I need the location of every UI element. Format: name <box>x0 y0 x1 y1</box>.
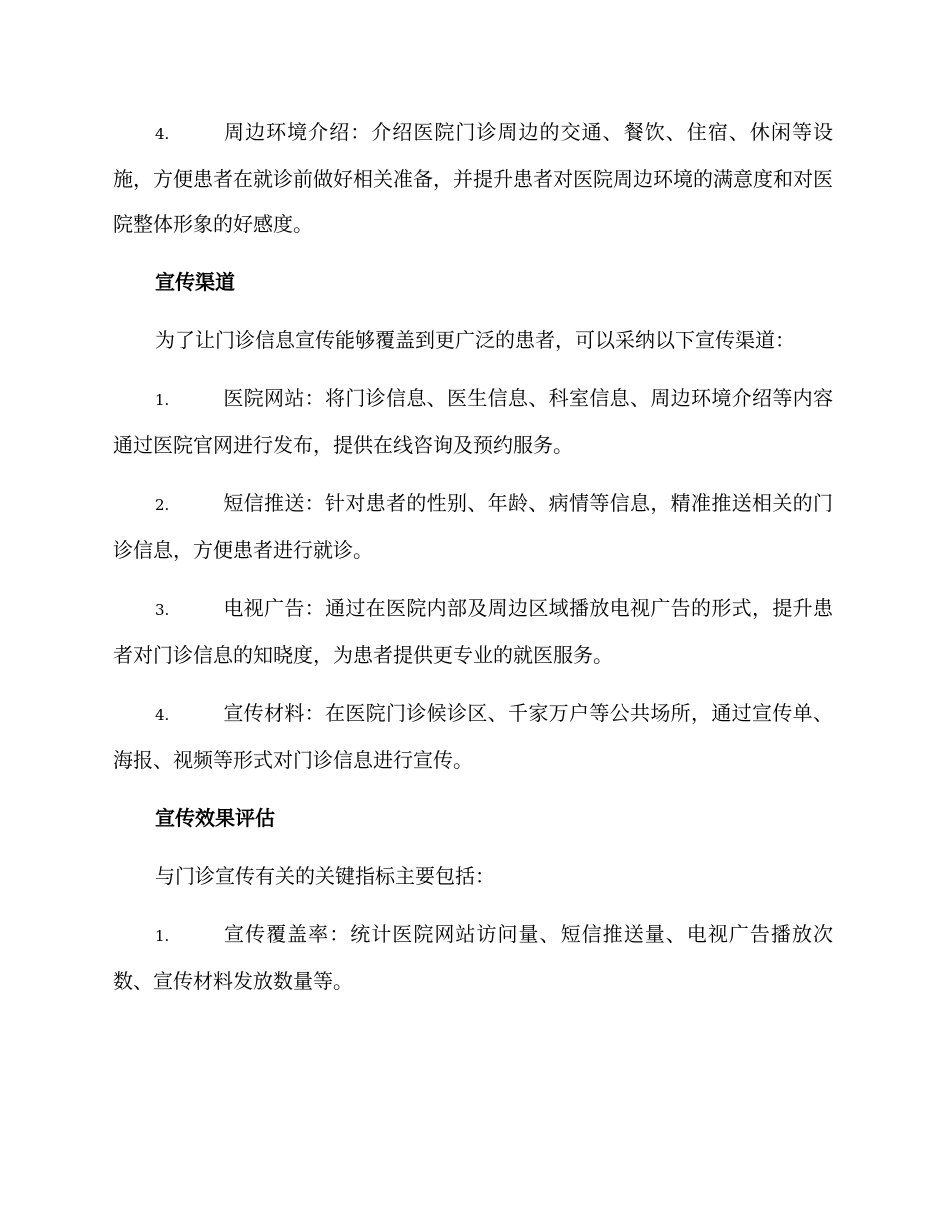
list-item <box>113 110 833 247</box>
section-intro-evaluation: 与门诊宣传有关的关键指标主要包括： <box>155 864 495 888</box>
list-item-text: 周边环境介绍：介绍医院门诊周边的交通、餐饮、住宿、休闲等设施，方便患者在就诊前做好相关准备，并提升患者对医院周边环境的满意度和对医院整体形象的好感度。 <box>113 120 833 236</box>
list-item-text: 宣传材料：在医院门诊候诊区、千家万户等公共场所，通过宣传单、海报、视频等形式对门诊信息进行宣传。 <box>113 701 833 772</box>
list-item <box>113 586 833 678</box>
list-item <box>113 481 833 573</box>
list-item-text: 医院网站：将门诊信息、医生信息、科室信息、周边环境介绍等内容通过医院官网进行发布，提供在线咨询及预约服务。 <box>113 386 833 457</box>
list-item <box>113 376 833 468</box>
list-number: 4. <box>155 706 170 724</box>
list-item-text: 电视广告：通过在医院内部及周边区域播放电视广告的形式，提升患者对门诊信息的知晓度，为患者提供更专业的就医服务。 <box>113 596 833 667</box>
section-heading-evaluation: 宣传效果评估 <box>155 806 275 830</box>
document-body <box>113 110 833 1017</box>
list-item <box>113 691 833 783</box>
list-number: 1. <box>155 927 170 945</box>
list-item <box>113 912 833 1004</box>
list-item-text: 短信推送：针对患者的性别、年龄、病情等信息，精准推送相关的门诊信息，方便患者进行就诊。 <box>113 491 833 562</box>
section-intro-channels: 为了让门诊信息宣传能够覆盖到更广泛的患者，可以采纳以下宣传渠道： <box>155 328 795 352</box>
list-number: 4. <box>155 125 170 143</box>
list-number: 2. <box>155 496 170 514</box>
list-number: 1. <box>155 391 170 409</box>
list-number: 3. <box>155 601 170 619</box>
section-heading-channels: 宣传渠道 <box>155 270 235 294</box>
list-item-text: 宣传覆盖率：统计医院网站访问量、短信推送量、电视广告播放次数、宣传材料发放数量等。 <box>113 922 833 993</box>
